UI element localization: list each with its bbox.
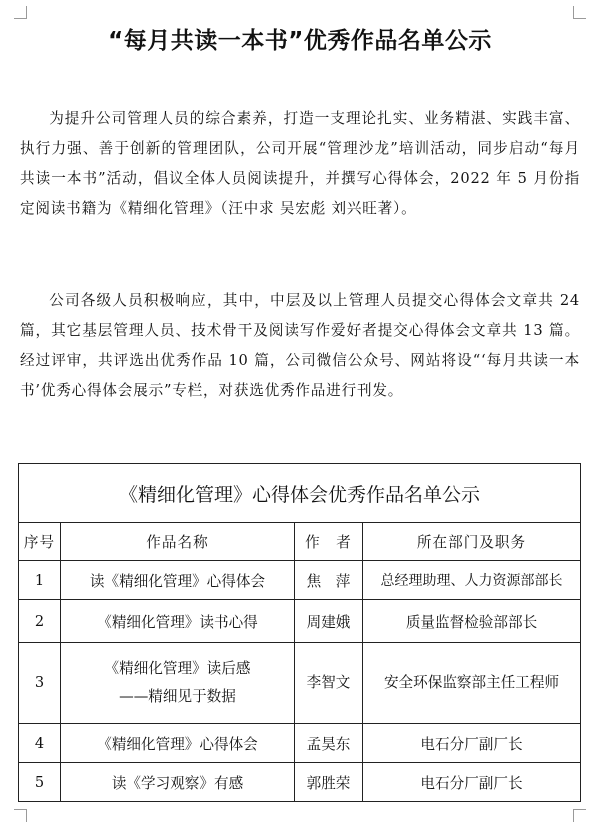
row-work-subtitle: ——精细见于数据: [119, 688, 236, 705]
row-no: 3: [19, 643, 61, 724]
row-work: 读《精细化管理》心得体会: [61, 561, 295, 600]
intro-paragraph: 为提升公司管理人员的综合素养，打造一支理论扎实、业务精湛、实践丰富、执行力强、善于创新的管理团队，公司开展“管理沙龙”培训活动，同步启动“每月共读一本书”活动，倡议全体人员阅读提升，并撰写心得体会，2022 年 5 月份指定阅读书籍为《精细化管理》（汪中求 吴宏彪 刘兴旺著）。: [20, 110, 580, 217]
table-row: [19, 724, 581, 763]
row-work: 《精细化管理》读书心得: [61, 600, 295, 643]
row-work: [61, 643, 295, 724]
row-no: 1: [19, 561, 61, 600]
row-author: 孟昊东: [295, 724, 363, 763]
page-corner-mark-top-left: [14, 6, 27, 19]
table-header-row: [19, 523, 581, 561]
page-corner-mark-bottom-left: [14, 809, 27, 822]
result-paragraph: 公司各级人员积极响应，其中，中层及以上管理人员提交心得体会文章共 24 篇，其它基层管理人员、技术骨干及阅读写作爱好者提交心得体会文章共 13 篇。经过评审，共评选出优秀作品 10 篇，公司微信公众号、网站将设“‘每月共读一本书’优秀心得体会展示”专栏，对获选优秀作品进行刊发。: [20, 292, 580, 399]
header-dept: 所在部门及职务: [363, 523, 581, 561]
awards-table: [18, 463, 581, 802]
header-author: 作 者: [295, 523, 363, 561]
row-dept: 电石分厂副厂长: [363, 763, 581, 802]
row-no: 2: [19, 600, 61, 643]
table-row: [19, 763, 581, 802]
row-work-title: 《精细化管理》读后感: [104, 660, 251, 677]
document-title: “每月共读一本书”优秀作品名单公示: [108, 28, 492, 54]
row-work: 《精细化管理》心得体会: [61, 724, 295, 763]
page-corner-mark-top-right: [573, 6, 586, 19]
table-row: [19, 600, 581, 643]
header-work: 作品名称: [61, 523, 295, 561]
row-no: 5: [19, 763, 61, 802]
row-dept: 安全环保监察部主任工程师: [363, 643, 581, 724]
row-dept: 电石分厂副厂长: [363, 724, 581, 763]
table-caption: 《精细化管理》心得体会优秀作品名单公示: [19, 464, 581, 523]
table-row: [19, 643, 581, 724]
header-no: 序号: [19, 523, 61, 561]
row-author: 焦 萍: [295, 561, 363, 600]
page-corner-mark-bottom-right: [573, 809, 586, 822]
row-no: 4: [19, 724, 61, 763]
row-author: 李智文: [295, 643, 363, 724]
row-author: 郭胜荣: [295, 763, 363, 802]
table-row: [19, 561, 581, 600]
row-author: 周建娥: [295, 600, 363, 643]
row-dept: 质量监督检验部部长: [363, 600, 581, 643]
row-dept: 总经理助理、人力资源部部长: [363, 561, 581, 600]
row-work: 读《学习观察》有感: [61, 763, 295, 802]
